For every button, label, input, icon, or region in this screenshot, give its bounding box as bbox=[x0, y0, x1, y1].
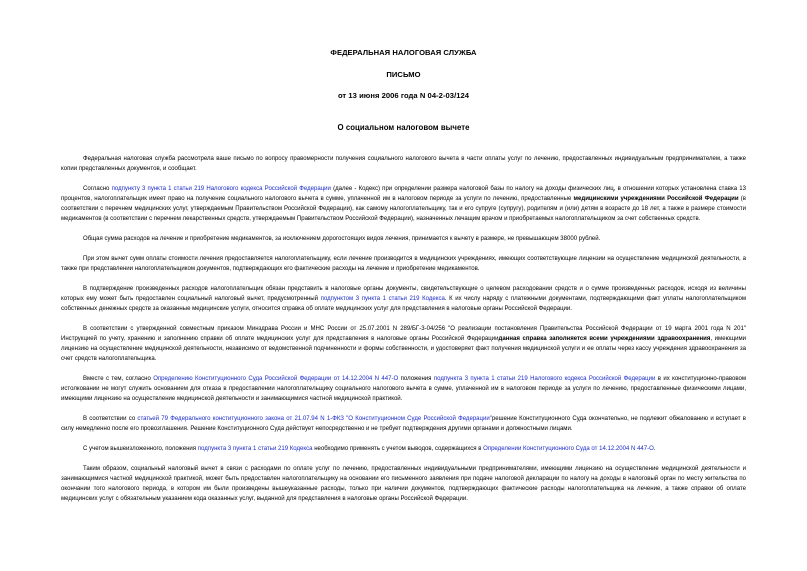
paragraph-6 bbox=[61, 324, 746, 364]
paragraph-2-text-c: (в соответствии с перечнем медицинских услуг, утверждаемым Правительством Российской Федерации), как самому налогоплательщику, так и его супруге (супругу), родителям и (или) детям в возрасте до 18 лет, а также в размере стоимости медикаментов (в соответствии с перечнем лекарственных средств, утверждаемым Правительством Российской Федерации), назначенных лечащим врачом и приобретаемых налогоплательщиком за счет собственных средств. bbox=[61, 196, 747, 222]
paragraph-7 bbox=[61, 374, 746, 404]
constitutional-court-ruling-link[interactable]: Определению Конституционного Суда Российской Федерации от 14.12.2004 N 447-О bbox=[153, 376, 399, 382]
paragraph-7-text-b: положения bbox=[398, 376, 434, 382]
paragraph-1: Федеральная налоговая служба рассмотрела ваше письмо по вопросу правомерности получения социального налогового вычета в части оплаты услуг по лечению, предоставленных индивидуальным предпринимателем, а также копии представленных документов, и сообщает. bbox=[61, 156, 746, 172]
paragraph-7-text-a: Вместе с тем, согласно bbox=[83, 376, 154, 382]
constitutional-court-ruling-link-2[interactable]: Определении Конституционного Суда от 14.12.2004 N 447-О bbox=[483, 446, 654, 452]
paragraph-8-text-a: В соответствии со bbox=[83, 416, 138, 422]
tax-code-article-219-link-2[interactable]: подпункта 3 пункта 1 статьи 219 Налогового кодекса Российской Федерации bbox=[433, 376, 656, 382]
paragraph-6-text-b: , имеющими лицензию на осуществление медицинской деятельности, независимо от ведомственной подчиненности и формы собственности, и удостоверяет факт получения медицинской услуги и ее оплаты через кассу учреждения здравоохранения за счет средств налогоплательщика. bbox=[61, 336, 747, 362]
paragraph-9-text-b: необходимо применять с учетом выводов, содержащихся в bbox=[312, 446, 484, 452]
paragraph-9-text-c: . bbox=[653, 446, 656, 452]
paragraph-9 bbox=[61, 444, 746, 454]
organization-title: ФЕДЕРАЛЬНАЯ НАЛОГОВАЯ СЛУЖБА bbox=[330, 48, 477, 57]
paragraph-9-text-a: С учетом вышеизложенного, положения bbox=[83, 446, 198, 452]
paragraph-4: При этом вычет сумм оплаты стоимости лечения предоставляется налогоплательщику, если лечение производится в медицинских учреждениях, имеющих соответствующие лицензии на осуществление медицинской деятельности, а также при представлении налогоплательщиком документов, подтверждающих его фактические расходы на лечение и приобретение медикаментов. bbox=[61, 256, 746, 272]
paragraph-2-text-a: Согласно bbox=[83, 186, 112, 192]
paragraph-7-text-c: в их конституционно-правовом истолковании не могут служить основанием для отказа в предоставлении налогоплательщику социального налогового вычета в сумме, уплаченной им в налоговом периоде за услуги по лечению, предоставленные физическими лицами, имеющими лицензию на осуществление медицинской деятельности и занимающимися частной медицинской практикой. bbox=[61, 376, 746, 402]
paragraph-3: Общая сумма расходов на лечение и приобретение медикаментов, за исключением дорогостоящих видов лечения, принимается к вычету в размере, не превышающем 38000 рублей. bbox=[83, 236, 601, 242]
paragraph-10: Таким образом, социальный налоговый вычет в связи с расходами по оплате услуг по лечению, предоставленных индивидуальными предпринимателями, имеющими лицензию на осуществление медицинской деятельности и занимающимися частной медицинской практикой, может быть предоставлен налогоплательщику на основании его письменного заявления при подаче налоговой декларации по налогу на доходы в налоговый орган по месту жительства по окончании того налогового периода, в котором им были произведены вышеуказанные расходы, только при наличии документов, подтверждающих фактические расходы налогоплательщика на лечение, а также справки об оплате медицинских услуг с обязательным указанием кода оказанных услуг, выданной для представления в налоговые органы Российской Федерации. bbox=[61, 466, 746, 502]
document-body bbox=[61, 154, 746, 504]
document-date-number: от 13 июня 2006 года N 04-2-03/124 bbox=[337, 91, 470, 100]
paragraph-2-text-b: (далее - Кодекс) при определении размера налоговой базы по налогу на доходы физических лиц, в отношении которых установлена ставка 13 процентов, налогоплательщик имеет право на получение социального налогового вычета в сумме, уплаченной им в налоговом периоде за услуги по лечению, предоставленные bbox=[61, 186, 746, 202]
paragraph-6-text-a: В соответствии с утвержденной совместным приказом Минздрава России и МНС России от 25.07.2001 N 289/БГ-3-04/256 "О реализации постановления Правительства Российской Федерации от 19 марта 2001 года N 201" Инструкцией по учету, хранению и заполнению справки об оплате медицинских услуг для представления в налоговые органы Российской Федерации bbox=[61, 326, 746, 342]
paragraph-6-bold-text: данная справка заполняется всеми учреждениями здравоохранения bbox=[498, 336, 711, 342]
paragraph-2 bbox=[61, 184, 746, 224]
paragraph-8 bbox=[61, 414, 746, 434]
code-article-219-link-2[interactable]: подпункта 3 пункта 1 статьи 219 Кодекса bbox=[197, 446, 313, 452]
code-article-219-link[interactable]: подпунктом 3 пункта 1 статьи 219 Кодекса bbox=[320, 296, 445, 302]
constitutional-law-article-79-link[interactable]: статьей 79 Федерального конституционного закона от 21.07.94 N 1-ФКЗ "О Конституционном Суде Российской Федерации" bbox=[137, 416, 492, 422]
document-subject: О социальном налоговом вычете bbox=[337, 123, 470, 132]
paragraph-5 bbox=[61, 284, 746, 314]
paragraph-5-text-b: . К их числу наряду с платежными документами, подтверждающими факт уплаты налогоплательщиком собственных денежных средств за оказанные медицинские услуги, относится справка об оплате медицинских услуг для представления в налоговые органы Российской Федерации. bbox=[61, 296, 746, 312]
paragraph-2-bold-text: медицинскими учреждениями Российской Федерации bbox=[573, 196, 739, 202]
document-type: ПИСЬМО bbox=[386, 70, 421, 79]
paragraph-5-text-a: В подтверждение произведенных расходов налогоплательщик обязан представить в налоговые органы документы, свидетельствующие о целевом расходовании средств и о сумме произведенных расходов, исходя из величины которых ему может быть предоставлен социальный налоговый вычет, предусмотренный bbox=[61, 286, 746, 302]
paragraph-8-text-b: решение Конституционного Суда окончательно, не подлежит обжалованию и вступает в силу немедленно после его провозглашения. Решение Конституционного Суда действует непосредственно и не требует подтверждения другими органами и должностными лицами. bbox=[61, 416, 746, 432]
tax-code-article-219-link[interactable]: подпункту 3 пункта 1 статьи 219 Налогового кодекса Российской Федерации bbox=[111, 186, 331, 192]
